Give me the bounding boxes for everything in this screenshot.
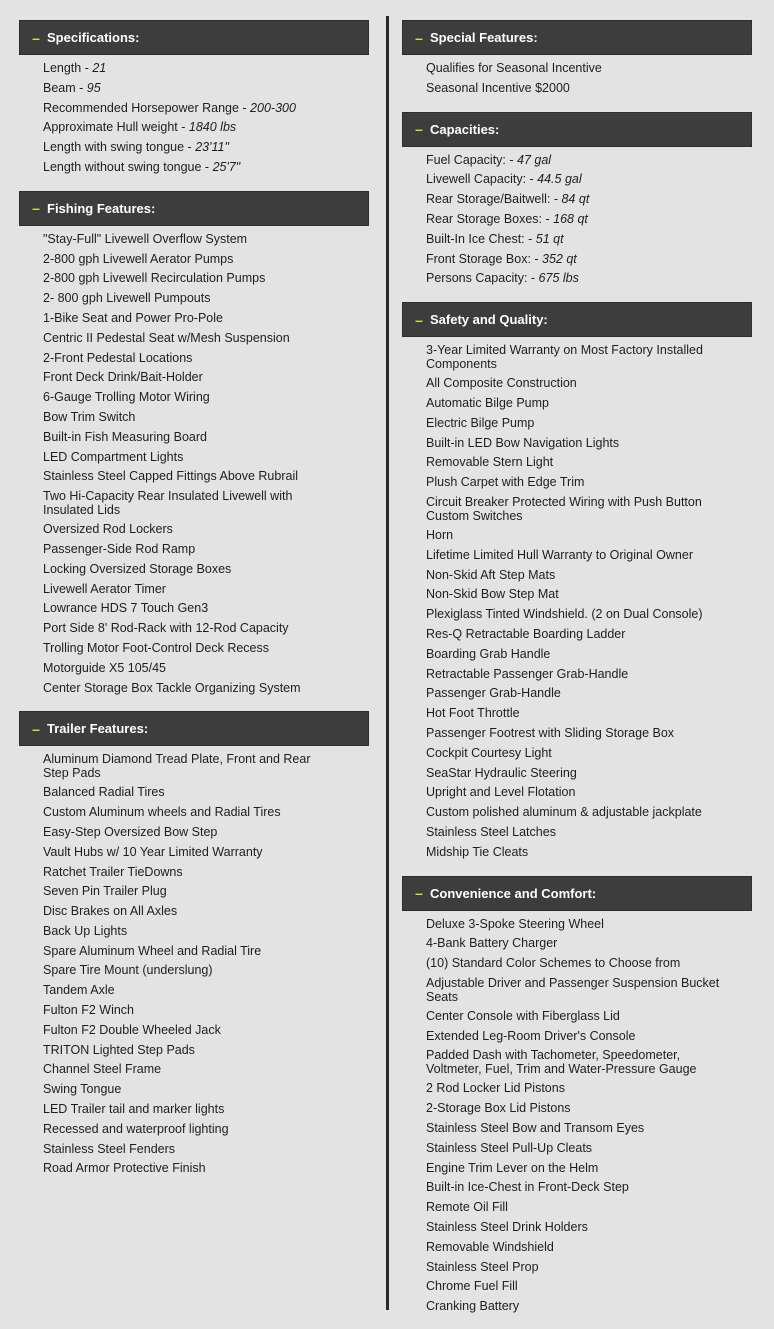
item-label: (10) Standard Color Schemes to Choose from	[426, 956, 681, 971]
item-value: 168 qt	[553, 211, 588, 226]
item-label: Seven Pin Trailer Plug	[43, 884, 167, 899]
list-item	[43, 960, 328, 980]
item-label: Padded Dash with Tachometer, Speedometer, Voltmeter, Fuel, Trim and Water-Pressure Gauge	[426, 1048, 697, 1077]
collapse-icon[interactable]: –	[32, 200, 40, 217]
item-label: Horn	[426, 527, 454, 542]
list-item	[426, 842, 726, 862]
item-label: Livewell Capacity: -	[426, 172, 538, 187]
list-item	[43, 618, 328, 638]
item-label: Remote Oil Fill	[426, 1200, 508, 1215]
list-item	[43, 881, 328, 901]
list-item	[426, 914, 726, 934]
list-item	[426, 1006, 726, 1026]
collapse-icon[interactable]: –	[32, 29, 40, 46]
item-label: 2-Front Pedestal Locations	[43, 350, 193, 365]
item-label: Aluminum Diamond Tread Plate, Front and Rear Step Pads	[43, 752, 311, 781]
list-item	[426, 1098, 726, 1118]
item-label: Stainless Steel Drink Holders	[426, 1220, 588, 1235]
list-item	[426, 58, 726, 78]
item-label: Custom polished aluminum & adjustable jackplate	[426, 805, 702, 820]
item-label: Lifetime Limited Hull Warranty to Original Owner	[426, 547, 693, 562]
item-value: 1840 lbs	[188, 120, 237, 135]
section-header-capacities[interactable]	[402, 112, 752, 147]
list-item	[43, 678, 328, 698]
list-item	[426, 683, 726, 703]
item-label: Stainless Steel Bow and Transom Eyes	[426, 1121, 645, 1136]
item-label: Length with swing tongue -	[43, 140, 196, 155]
list-item	[43, 229, 328, 249]
item-label: Plush Carpet with Edge Trim	[426, 475, 585, 490]
item-label: Locking Oversized Storage Boxes	[43, 561, 232, 576]
list-item	[426, 1026, 726, 1046]
collapse-icon[interactable]: –	[415, 311, 423, 328]
list-item	[43, 367, 328, 387]
item-label: 2-800 gph Livewell Recirculation Pumps	[43, 271, 266, 286]
list-item	[426, 1078, 726, 1098]
section-header-special-features[interactable]	[402, 20, 752, 55]
item-label: 3-Year Limited Warranty on Most Factory Installed Components	[426, 343, 703, 372]
item-label: Non-Skid Aft Step Mats	[426, 567, 556, 582]
item-label: Disc Brakes on All Axles	[43, 904, 178, 919]
item-label: Length -	[43, 61, 93, 75]
list-item	[426, 373, 726, 393]
feature-list	[402, 911, 752, 1317]
section-title: Fishing Features:	[47, 200, 156, 216]
item-label: Approximate Hull weight -	[43, 120, 189, 135]
section-header-trailer-features[interactable]	[19, 711, 369, 746]
item-label: Cockpit Courtesy Light	[426, 745, 552, 760]
section-convenience-and-comfort	[402, 876, 752, 1317]
section-fishing-features	[19, 191, 369, 698]
list-item	[43, 842, 328, 862]
list-item	[426, 763, 726, 783]
item-label: Seasonal Incentive $2000	[426, 80, 570, 95]
item-value: 200-300	[250, 100, 296, 115]
feature-list	[402, 55, 752, 98]
item-label: Trolling Motor Foot-Control Deck Recess	[43, 640, 269, 655]
list-item	[426, 1276, 726, 1296]
item-label: Qualifies for Seasonal Incentive	[426, 61, 602, 75]
item-label: Adjustable Driver and Passenger Suspension Bucket Seats	[426, 975, 720, 1004]
list-item	[426, 433, 726, 453]
item-value: 84 qt	[561, 192, 590, 207]
list-item	[426, 413, 726, 433]
list-item	[426, 78, 726, 98]
item-label: Extended Leg-Room Driver's Console	[426, 1028, 636, 1043]
item-label: Bow Trim Switch	[43, 409, 136, 424]
item-label: Electric Bilge Pump	[426, 415, 535, 430]
item-label: Automatic Bilge Pump	[426, 395, 549, 410]
item-label: 2 Rod Locker Lid Pistons	[426, 1081, 565, 1096]
section-header-fishing-features[interactable]	[19, 191, 369, 226]
item-value: 95	[86, 80, 101, 95]
list-item	[426, 782, 726, 802]
list-item	[43, 579, 328, 599]
list-item	[43, 539, 328, 559]
feature-list	[402, 147, 752, 289]
section-title: Capacities:	[430, 121, 500, 137]
item-value: 675 lbs	[538, 271, 579, 286]
item-label: Built-in Fish Measuring Board	[43, 429, 207, 444]
list-item	[426, 1138, 726, 1158]
item-label: All Composite Construction	[426, 376, 577, 391]
item-label: Fulton F2 Winch	[43, 1003, 135, 1018]
item-label: SeaStar Hydraulic Steering	[426, 765, 577, 780]
section-trailer-features	[19, 711, 369, 1178]
item-label: Beam -	[43, 80, 87, 95]
list-item	[426, 268, 726, 288]
list-item	[426, 1296, 726, 1316]
list-item	[426, 1045, 726, 1078]
feature-list	[19, 746, 369, 1178]
item-label: LED Compartment Lights	[43, 449, 184, 464]
section-title: Safety and Quality:	[430, 312, 548, 328]
list-item	[43, 328, 328, 348]
item-label: Easy-Step Oversized Bow Step	[43, 824, 218, 839]
item-label: Center Storage Box Tackle Organizing System	[43, 680, 301, 695]
item-value: 23'11"	[195, 140, 229, 155]
list-item	[43, 1139, 328, 1159]
list-item	[43, 348, 328, 368]
section-title: Trailer Features:	[47, 721, 149, 737]
item-label: Passenger Footrest with Sliding Storage Box	[426, 725, 675, 740]
feature-list	[19, 226, 369, 698]
item-label: Built-in LED Bow Navigation Lights	[426, 435, 620, 450]
list-item	[43, 486, 328, 519]
list-item	[43, 1040, 328, 1060]
item-label: Center Console with Fiberglass Lid	[426, 1008, 620, 1023]
item-label: Hot Foot Throttle	[426, 706, 520, 721]
section-capacities	[402, 112, 752, 289]
list-item	[43, 78, 328, 98]
section-title: Specifications:	[47, 30, 140, 45]
list-item	[43, 249, 328, 269]
item-label: Lowrance HDS 7 Touch Gen3	[43, 601, 209, 616]
item-label: Stainless Steel Latches	[426, 824, 556, 839]
item-label: TRITON Lighted Step Pads	[43, 1042, 195, 1057]
item-label: Built-in Ice-Chest in Front-Deck Step	[426, 1180, 629, 1195]
item-label: Retractable Passenger Grab-Handle	[426, 666, 629, 681]
list-item	[426, 525, 726, 545]
item-label: Fuel Capacity: -	[426, 152, 518, 167]
item-label: Midship Tie Cleats	[426, 844, 529, 859]
item-label: Engine Trim Lever on the Helm	[426, 1160, 599, 1175]
item-label: Non-Skid Bow Step Mat	[426, 587, 559, 602]
item-label: Oversized Rod Lockers	[43, 522, 173, 537]
item-label: Upright and Level Flotation	[426, 785, 576, 800]
item-value: 51 qt	[535, 231, 564, 246]
item-value: 352 qt	[542, 251, 577, 266]
list-item	[43, 921, 328, 941]
list-item	[43, 447, 328, 467]
item-label: Vault Hubs w/ 10 Year Limited Warranty	[43, 844, 263, 859]
item-label: Motorguide X5 105/45	[43, 660, 167, 675]
item-label: Front Storage Box: -	[426, 251, 543, 266]
list-item	[43, 157, 328, 177]
item-label: Res-Q Retractable Boarding Ladder	[426, 626, 626, 641]
item-label: Removable Windshield	[426, 1239, 554, 1254]
list-item	[43, 901, 328, 921]
section-header-convenience-and-comfort[interactable]	[402, 876, 752, 911]
section-special-features	[402, 20, 752, 98]
item-label: Ratchet Trailer TieDowns	[43, 864, 183, 879]
section-header-safety-and-quality[interactable]	[402, 302, 752, 337]
list-item	[426, 1158, 726, 1178]
item-label: Stainless Steel Capped Fittings Above Rubrail	[43, 469, 299, 484]
list-item	[426, 209, 726, 229]
section-safety-and-quality	[402, 302, 752, 861]
item-label: Stainless Steel Pull-Up Cleats	[426, 1140, 593, 1155]
list-item	[43, 1099, 328, 1119]
item-label: Spare Tire Mount (underslung)	[43, 963, 213, 978]
item-value: 21	[92, 61, 107, 75]
list-item	[426, 604, 726, 624]
list-item	[426, 1257, 726, 1277]
list-item	[426, 802, 726, 822]
list-item	[426, 723, 726, 743]
item-value: 44.5 gal	[537, 172, 582, 187]
item-label: 2- 800 gph Livewell Pumpouts	[43, 291, 211, 306]
left-column	[19, 20, 369, 1192]
item-label: Cranking Battery	[426, 1299, 520, 1314]
list-item	[43, 519, 328, 539]
item-label: Port Side 8' Rod-Rack with 12-Rod Capacity	[43, 621, 289, 636]
list-item	[43, 387, 328, 407]
list-item	[426, 1177, 726, 1197]
list-item	[43, 822, 328, 842]
item-label: Chrome Fuel Fill	[426, 1279, 518, 1294]
list-item	[426, 1237, 726, 1257]
column-divider	[386, 16, 389, 1310]
item-label: 1-Bike Seat and Power Pro-Pole	[43, 310, 223, 325]
list-item	[43, 598, 328, 618]
list-item	[426, 189, 726, 209]
item-label: LED Trailer tail and marker lights	[43, 1102, 225, 1117]
list-item	[426, 953, 726, 973]
item-label: Tandem Axle	[43, 983, 115, 998]
item-label: Custom Aluminum wheels and Radial Tires	[43, 805, 281, 820]
list-item	[426, 703, 726, 723]
list-item	[426, 1217, 726, 1237]
collapse-icon[interactable]: –	[415, 885, 423, 901]
list-item	[43, 1059, 328, 1079]
list-item	[426, 150, 726, 170]
item-label: Swing Tongue	[43, 1082, 122, 1097]
list-item	[426, 545, 726, 565]
list-item	[426, 229, 726, 249]
collapse-icon[interactable]: –	[415, 121, 423, 138]
list-item	[43, 308, 328, 328]
list-item	[426, 624, 726, 644]
list-item	[426, 743, 726, 763]
list-item	[43, 941, 328, 961]
list-item	[43, 117, 328, 137]
item-label: Passenger Grab-Handle	[426, 686, 561, 701]
list-item	[43, 802, 328, 822]
section-specifications	[19, 20, 369, 177]
item-label: 2-Storage Box Lid Pistons	[426, 1101, 571, 1116]
item-label: 4-Bank Battery Charger	[426, 936, 558, 951]
list-item	[426, 822, 726, 842]
list-item	[426, 584, 726, 604]
list-item	[426, 664, 726, 684]
item-label: Road Armor Protective Finish	[43, 1161, 206, 1176]
list-item	[43, 980, 328, 1000]
item-label: Passenger-Side Rod Ramp	[43, 541, 196, 556]
list-item	[426, 1197, 726, 1217]
list-item	[43, 58, 328, 78]
section-header-specifications[interactable]	[19, 20, 369, 55]
section-title: Special Features:	[430, 30, 538, 45]
list-item	[426, 169, 726, 189]
item-label: Deluxe 3-Spoke Steering Wheel	[426, 916, 604, 931]
item-label: Removable Stern Light	[426, 455, 554, 470]
item-label: Channel Steel Frame	[43, 1062, 162, 1077]
item-label: Fulton F2 Double Wheeled Jack	[43, 1022, 221, 1037]
list-item	[43, 862, 328, 882]
list-item	[426, 492, 726, 525]
list-item	[426, 472, 726, 492]
list-item	[43, 1000, 328, 1020]
list-item	[426, 644, 726, 664]
item-label: 2-800 gph Livewell Aerator Pumps	[43, 251, 234, 266]
list-item	[43, 1158, 328, 1178]
item-label: Length without swing tongue -	[43, 159, 213, 174]
item-label: "Stay-Full" Livewell Overflow System	[43, 231, 248, 246]
item-label: Persons Capacity: -	[426, 271, 539, 286]
right-column	[402, 20, 752, 1329]
list-item	[43, 559, 328, 579]
item-label: Plexiglass Tinted Windshield. (2 on Dual Console)	[426, 607, 703, 622]
list-item	[426, 340, 726, 373]
item-label: Balanced Radial Tires	[43, 785, 165, 800]
list-item	[43, 288, 328, 308]
list-item	[43, 466, 328, 486]
list-item	[43, 749, 328, 782]
item-label: Stainless Steel Prop	[426, 1259, 539, 1274]
section-title: Convenience and Comfort:	[430, 885, 597, 901]
list-item	[426, 249, 726, 269]
item-label: Rear Storage/Baitwell: -	[426, 192, 562, 207]
item-label: Front Deck Drink/Bait-Holder	[43, 370, 203, 385]
list-item	[43, 782, 328, 802]
item-label: Built-In Ice Chest: -	[426, 231, 536, 246]
item-label: Two Hi-Capacity Rear Insulated Livewell with Insulated Lids	[43, 489, 293, 518]
item-value: 25'7"	[212, 159, 241, 174]
list-item	[43, 98, 328, 118]
item-label: Spare Aluminum Wheel and Radial Tire	[43, 943, 262, 958]
item-label: Boarding Grab Handle	[426, 646, 551, 661]
list-item	[426, 452, 726, 472]
list-item	[43, 1079, 328, 1099]
feature-list	[402, 337, 752, 861]
feature-list	[19, 55, 369, 177]
item-value: 47 gal	[517, 152, 552, 167]
list-item	[43, 1119, 328, 1139]
collapse-icon[interactable]: –	[32, 720, 40, 737]
item-label: Stainless Steel Fenders	[43, 1141, 176, 1156]
collapse-icon[interactable]: –	[415, 29, 423, 46]
item-label: Rear Storage Boxes: -	[426, 211, 554, 226]
list-item	[426, 973, 726, 1006]
item-label: Back Up Lights	[43, 923, 128, 938]
item-label: Recessed and waterproof lighting	[43, 1121, 229, 1136]
item-label: Circuit Breaker Protected Wiring with Push Button Custom Switches	[426, 494, 702, 523]
item-label: Livewell Aerator Timer	[43, 581, 166, 596]
list-item	[43, 638, 328, 658]
list-item	[43, 137, 328, 157]
item-label: Centric II Pedestal Seat w/Mesh Suspension	[43, 330, 290, 345]
list-item	[43, 658, 328, 678]
list-item	[426, 393, 726, 413]
list-item	[43, 268, 328, 288]
list-item	[426, 565, 726, 585]
list-item	[426, 933, 726, 953]
list-item	[43, 427, 328, 447]
item-label: 6-Gauge Trolling Motor Wiring	[43, 390, 210, 405]
list-item	[426, 1118, 726, 1138]
item-label: Recommended Horsepower Range -	[43, 100, 251, 115]
list-item	[43, 1020, 328, 1040]
list-item	[43, 407, 328, 427]
